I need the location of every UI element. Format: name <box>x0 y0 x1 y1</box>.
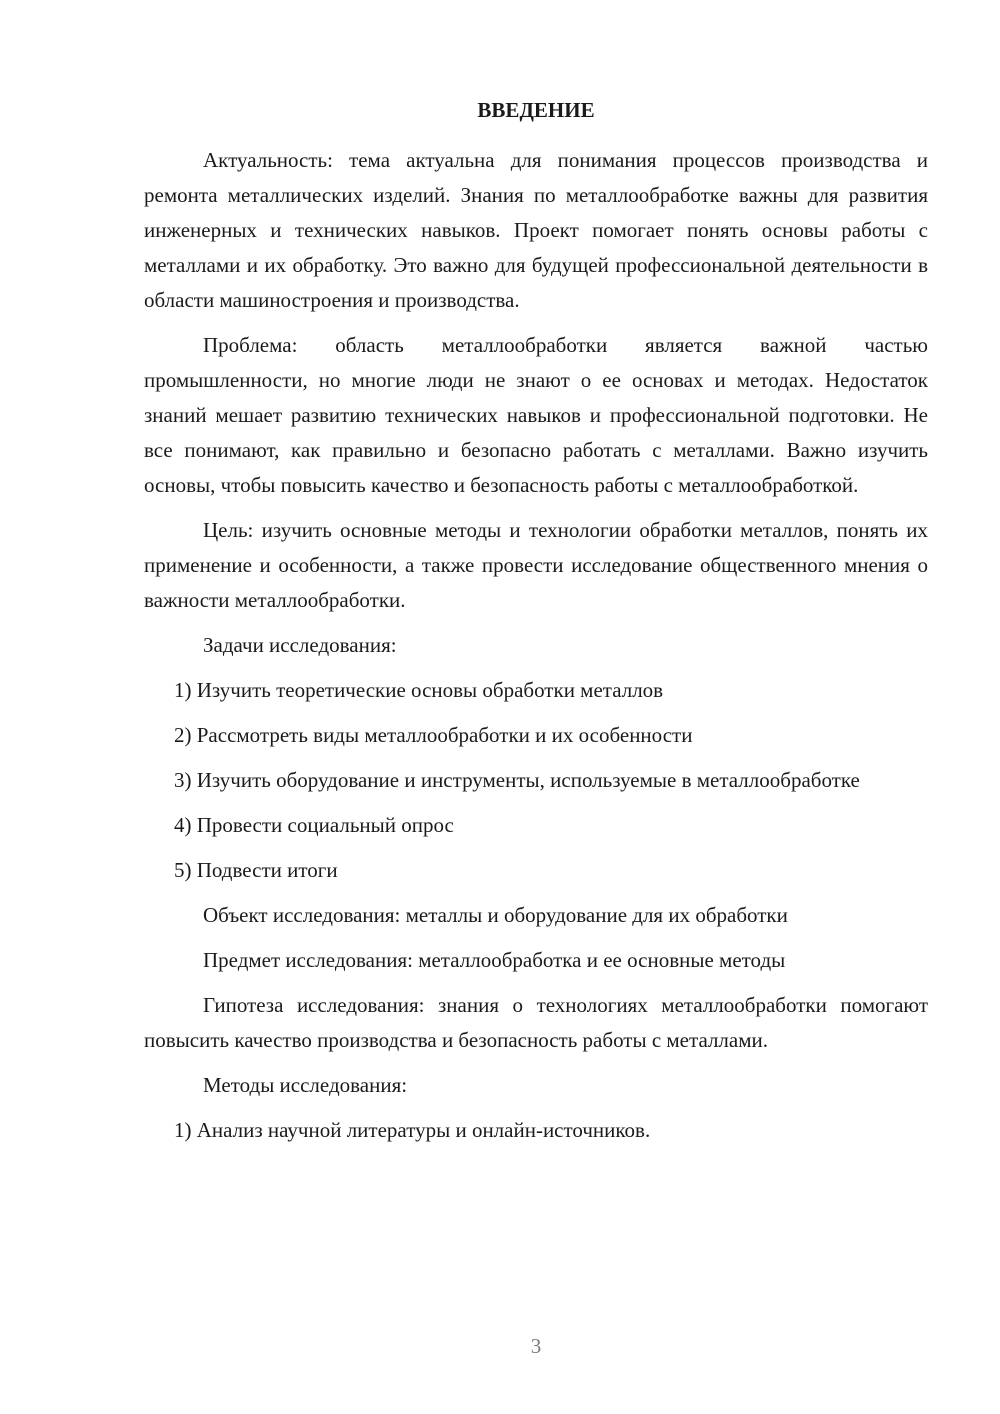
method-item-1: 1) Анализ научной литературы и онлайн-источников. <box>174 1118 651 1142</box>
page-title: ВВЕДЕНИЕ <box>477 98 595 122</box>
problem-paragraph: Проблема: область металлообработки является важной частью промышленности, но многие люди не знают о ее основах и методах. Недостаток знаний мешает развитию технических навыков и профессиональной подготовки. Не все понимают, как правильно и безопасно работать с металлами. Важно изучить основы, чтобы повысить качество и безопасность работы с металлообработкой. <box>144 333 928 497</box>
tasks-heading: Задачи исследования: <box>203 633 397 657</box>
task-item-4: 4) Провести социальный опрос <box>174 813 454 837</box>
goal-paragraph: Цель: изучить основные методы и технологии обработки металлов, понять их применение и особенности, а также провести исследование общественного мнения о важности металлообработки. <box>144 518 928 612</box>
object-paragraph: Объект исследования: металлы и оборудование для их обработки <box>203 903 788 927</box>
subject-paragraph: Предмет исследования: металлообработка и ее основные методы <box>203 948 786 972</box>
task-item-3: 3) Изучить оборудование и инструменты, используемые в металлообработке <box>174 768 860 792</box>
task-item-2: 2) Рассмотреть виды металлообработки и их особенности <box>174 723 693 747</box>
relevance-paragraph: Актуальность: тема актуальна для понимания процессов производства и ремонта металлических изделий. Знания по металлообработке важны для развития инженерных и технических навыков. Проект помогает понять основы работы с металлами и их обработку. Это важно для будущей профессиональной деятельности в области машиностроения и производства. <box>144 148 928 312</box>
task-item-5: 5) Подвести итоги <box>174 858 338 882</box>
page-number: 3 <box>530 1334 542 1358</box>
task-item-1: 1) Изучить теоретические основы обработки металлов <box>174 678 664 702</box>
page-content <box>144 95 928 1158</box>
methods-heading: Методы исследования: <box>203 1073 408 1097</box>
hypothesis-paragraph: Гипотеза исследования: знания о технологиях металлообработки помогают повысить качество производства и безопасность работы с металлами. <box>144 993 928 1052</box>
